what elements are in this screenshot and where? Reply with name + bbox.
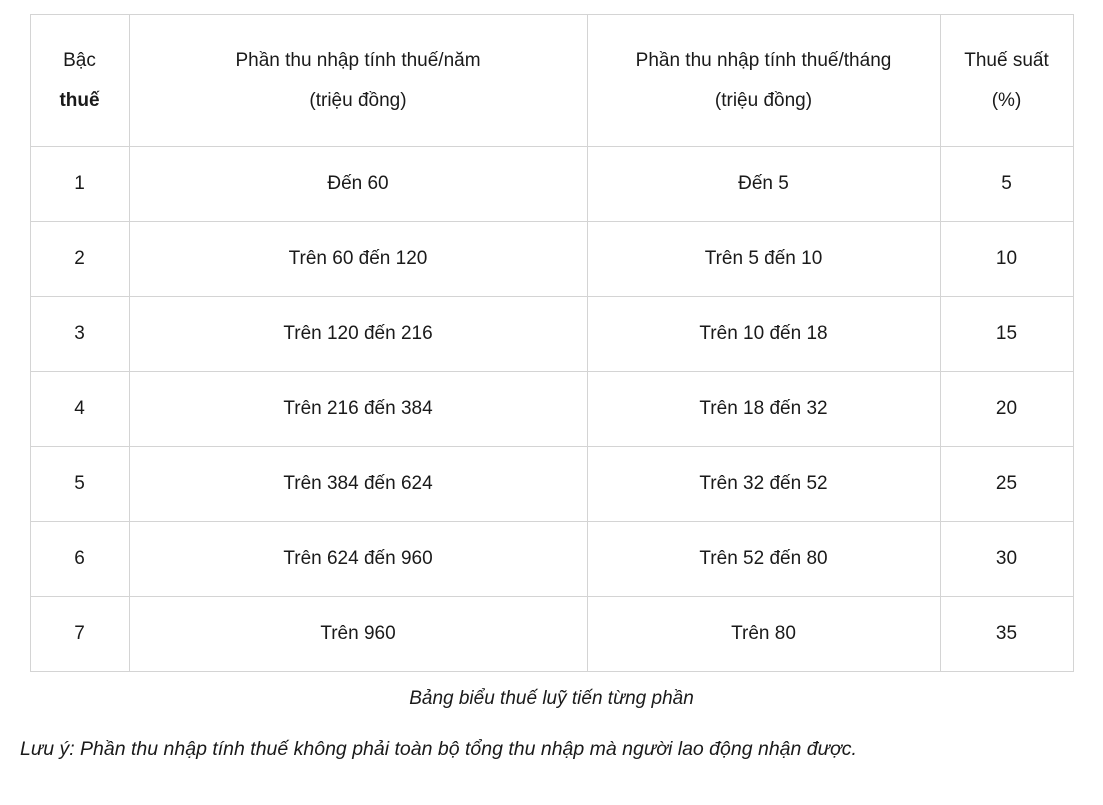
cell-thue-suat: 25 bbox=[940, 447, 1073, 522]
cell-thue-suat: 15 bbox=[940, 297, 1073, 372]
table-row bbox=[30, 222, 1073, 297]
cell-thu-nhap-nam: Trên 60 đến 120 bbox=[129, 222, 587, 297]
cell-bac: 7 bbox=[30, 597, 129, 672]
cell-thue-suat: 20 bbox=[940, 372, 1073, 447]
cell-thu-nhap-thang: Trên 18 đến 32 bbox=[587, 372, 940, 447]
cell-thu-nhap-nam: Trên 216 đến 384 bbox=[129, 372, 587, 447]
table-caption: Bảng biểu thuế luỹ tiến từng phần bbox=[409, 688, 694, 709]
table-row bbox=[30, 447, 1073, 522]
progressive-tax-table bbox=[30, 14, 1074, 672]
cell-thu-nhap-thang: Trên 52 đến 80 bbox=[587, 522, 940, 597]
cell-thu-nhap-nam: Trên 960 bbox=[129, 597, 587, 672]
cell-thu-nhap-nam: Trên 624 đến 960 bbox=[129, 522, 587, 597]
cell-thue-suat: 5 bbox=[940, 147, 1073, 222]
table-row bbox=[30, 147, 1073, 222]
cell-thu-nhap-thang: Trên 5 đến 10 bbox=[587, 222, 940, 297]
header-title-thu-nhap-nam: Phần thu nhập tính thuế/năm bbox=[235, 50, 481, 72]
cell-thu-nhap-thang: Đến 5 bbox=[587, 147, 940, 222]
table-row bbox=[30, 597, 1073, 672]
cell-bac: 3 bbox=[30, 297, 129, 372]
table-row bbox=[30, 297, 1073, 372]
table-header bbox=[30, 15, 1073, 147]
cell-thu-nhap-thang: Trên 80 bbox=[587, 597, 940, 672]
header-cell-thue-suat bbox=[940, 15, 1073, 147]
cell-thu-nhap-thang: Trên 32 đến 52 bbox=[587, 447, 940, 522]
table-row bbox=[30, 522, 1073, 597]
cell-thu-nhap-thang: Trên 10 đến 18 bbox=[587, 297, 940, 372]
header-cell-thu-nhap-thang bbox=[587, 15, 940, 147]
cell-bac: 1 bbox=[30, 147, 129, 222]
header-unit-thu-nhap-nam: (triệu đồng) bbox=[309, 89, 407, 111]
cell-bac: 6 bbox=[30, 522, 129, 597]
header-row bbox=[30, 15, 1073, 147]
cell-thu-nhap-nam: Trên 120 đến 216 bbox=[129, 297, 587, 372]
cell-thue-suat: 10 bbox=[940, 222, 1073, 297]
cell-bac: 5 bbox=[30, 447, 129, 522]
header-unit-thu-nhap-thang: (triệu đồng) bbox=[714, 89, 813, 111]
header-title-bac-thue: Bậc bbox=[63, 50, 96, 72]
cell-thu-nhap-nam: Trên 384 đến 624 bbox=[129, 447, 587, 522]
header-cell-bac-thue bbox=[30, 15, 129, 147]
header-cell-thu-nhap-nam bbox=[129, 15, 587, 147]
header-title-thue-suat: Thuế suất bbox=[964, 50, 1049, 72]
cell-thue-suat: 30 bbox=[940, 522, 1073, 597]
cell-thu-nhap-nam: Đến 60 bbox=[129, 147, 587, 222]
footnote: Lưu ý: Phần thu nhập tính thuế không phải toàn bộ tổng thu nhập mà người lao động nhận được. bbox=[20, 738, 857, 760]
table-body bbox=[30, 147, 1073, 672]
header-title-thu-nhap-thang: Phần thu nhập tính thuế/tháng bbox=[635, 50, 892, 72]
cell-bac: 2 bbox=[30, 222, 129, 297]
table-row bbox=[30, 372, 1073, 447]
cell-thue-suat: 35 bbox=[940, 597, 1073, 672]
header-unit-bac-thue: thuế bbox=[59, 89, 100, 111]
header-unit-thue-suat: (%) bbox=[991, 89, 1022, 111]
cell-bac: 4 bbox=[30, 372, 129, 447]
